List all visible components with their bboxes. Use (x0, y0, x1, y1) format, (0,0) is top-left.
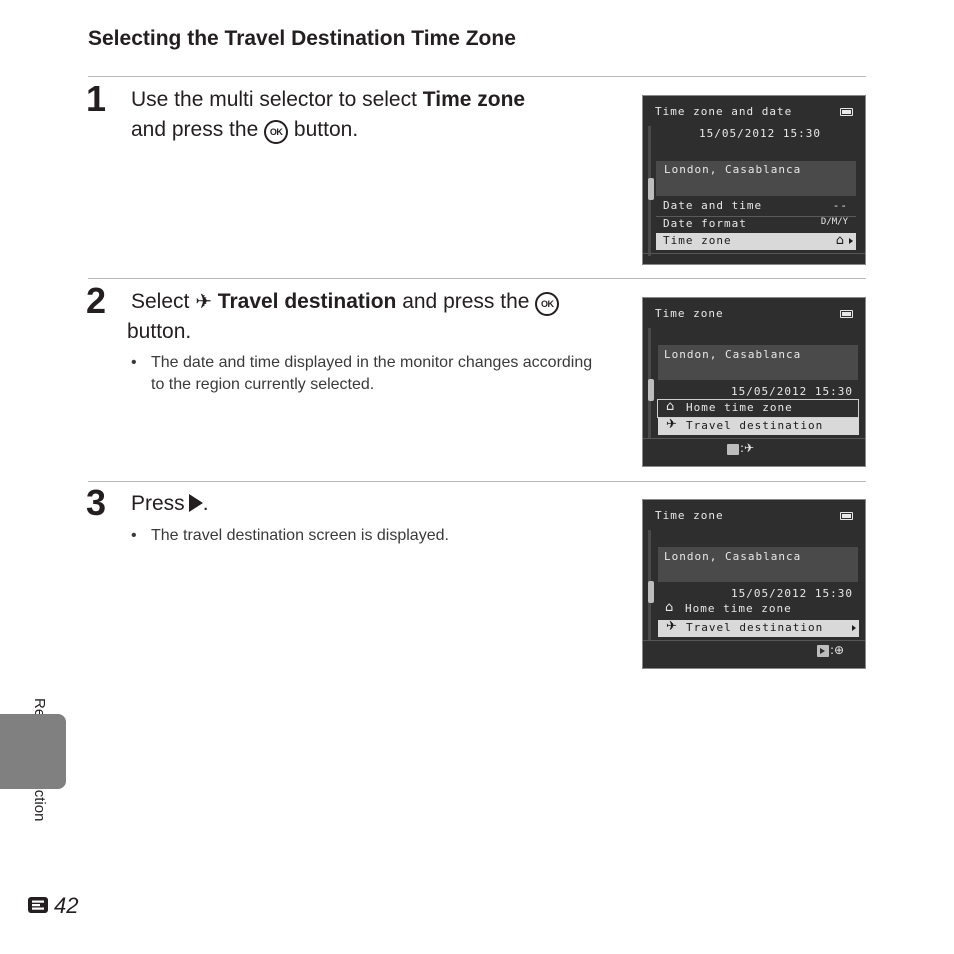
divider (88, 76, 866, 77)
step-text: and press the (131, 118, 265, 141)
ok-button-icon: OK (535, 292, 559, 316)
menu-row-date-format[interactable] (656, 216, 856, 233)
divider (88, 481, 866, 482)
step-text: . (202, 492, 209, 515)
row-value: D/M/Y (820, 217, 848, 227)
menu-row-date-and-time[interactable] (656, 198, 856, 215)
zone-name: London, Casablanca (664, 550, 802, 563)
step-text: and press the (396, 290, 536, 313)
scrollbar-thumb (648, 178, 654, 200)
bullet-note (131, 352, 601, 396)
step-number: 1 (86, 78, 107, 119)
option-label: Home time zone (685, 602, 792, 615)
row-label: Time zone (663, 234, 732, 247)
step-text: Use the multi selector to select (131, 88, 423, 111)
section-tab (0, 714, 66, 789)
option-home-time-zone[interactable] (657, 399, 859, 418)
section-title: Selecting the Travel Destination Time Zone (88, 27, 516, 50)
screen-datetime: 15/05/2012 15:30 (731, 385, 853, 398)
battery-icon (840, 310, 853, 318)
option-label: Travel destination (686, 419, 824, 432)
travel-destination-icon: ✈ (195, 291, 212, 313)
step-number: 2 (86, 280, 107, 321)
bullet-dot: • (131, 527, 137, 544)
option-travel-destination[interactable] (658, 620, 859, 637)
battery-icon (840, 512, 853, 520)
plane-icon: ✈ (666, 417, 677, 432)
ok-hint-icon (727, 444, 739, 455)
divider (88, 278, 866, 279)
row-label: Date format (663, 217, 747, 230)
menu-row-time-zone[interactable] (656, 233, 856, 250)
bullet-dot: • (131, 354, 137, 371)
screen-datetime: 15/05/2012 15:30 (731, 587, 853, 600)
caret-right-icon (852, 625, 856, 631)
ok-button-icon: OK (264, 120, 288, 144)
step-keyword: Travel destination (211, 290, 397, 313)
option-label: Travel destination (686, 621, 824, 634)
zone-name: London, Casablanca (664, 163, 802, 176)
bottom-divider (643, 253, 865, 254)
caret-right-icon (849, 238, 853, 244)
step-text: button. (288, 118, 359, 141)
plane-icon: ✈ (666, 619, 677, 634)
hint-text: :⊕ (830, 643, 845, 657)
bottom-divider (643, 438, 865, 439)
bullet-note (131, 525, 601, 547)
option-home-time-zone[interactable] (657, 601, 857, 618)
play-triangle-icon (820, 648, 825, 654)
option-travel-destination[interactable] (658, 418, 859, 435)
bullet-text: The date and time displayed in the monitor changes according to the region currently selected. (151, 354, 593, 393)
step-text: Press (131, 492, 185, 515)
zone-box (658, 345, 858, 380)
bullet-text: The travel destination screen is displayed. (151, 527, 449, 544)
screen-title: Time zone (655, 307, 724, 320)
hint-text: :✈ (740, 441, 755, 455)
multi-selector-right-icon (189, 494, 203, 512)
reference-e-icon (27, 896, 49, 914)
step-keyword: Time zone (422, 88, 526, 111)
step-text: Select (131, 290, 196, 313)
home-icon: ⌂ (835, 233, 844, 248)
step-instruction (131, 489, 601, 519)
page-number: 42 (54, 893, 79, 918)
zone-name: London, Casablanca (664, 348, 802, 361)
camera-screen-time-zone-and-date (642, 95, 866, 265)
screen-datetime: 15/05/2012 15:30 (699, 127, 821, 140)
screen-title: Time zone (655, 509, 724, 522)
camera-screen-time-zone-travel-selected (642, 499, 866, 669)
zone-box (658, 547, 858, 582)
bottom-divider (643, 640, 865, 641)
option-label: Home time zone (686, 401, 793, 414)
step-instruction (131, 85, 601, 145)
row-value: -- (832, 199, 848, 212)
step-text: button. (127, 320, 192, 343)
camera-screen-time-zone-home-selected (642, 297, 866, 467)
step-instruction (127, 287, 601, 347)
step-number: 3 (86, 482, 107, 523)
zone-box (656, 161, 856, 196)
home-icon: ⌂ (665, 600, 674, 615)
scrollbar-thumb (648, 379, 654, 401)
screen-title: Time zone and date (655, 105, 793, 118)
scrollbar-thumb (648, 581, 654, 603)
home-icon: ⌂ (666, 399, 675, 414)
row-label: Date and time (663, 199, 763, 212)
battery-icon (840, 108, 853, 116)
